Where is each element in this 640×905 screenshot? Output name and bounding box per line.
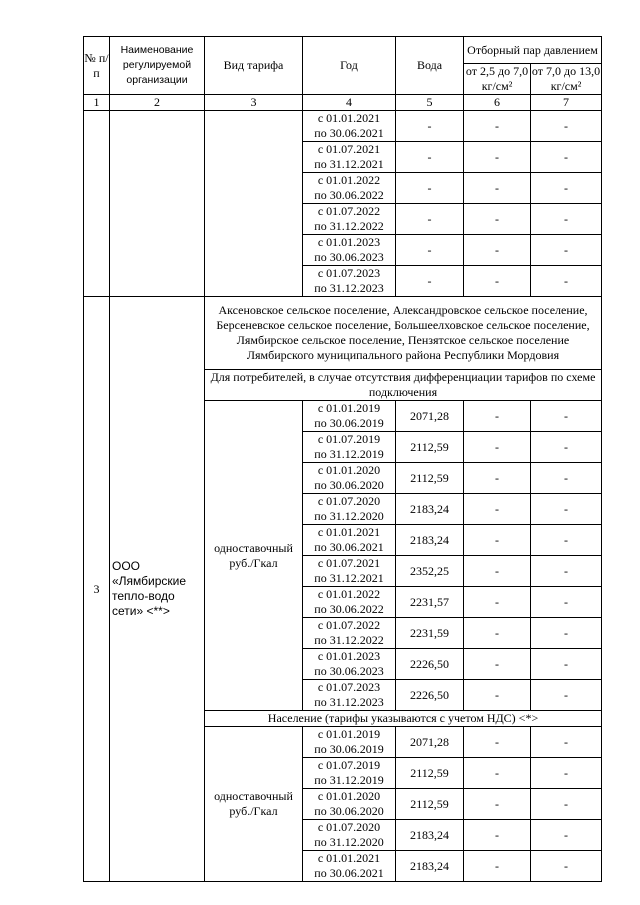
steam-high-value: -: [531, 556, 602, 587]
tariff-type: одноставочный руб./Гкал: [205, 727, 303, 882]
period-end: по 31.12.2023: [314, 695, 384, 709]
column-number: 7: [531, 95, 602, 111]
period-start: с 01.07.2020: [317, 494, 381, 508]
period-end: по 31.12.2021: [314, 571, 384, 585]
period-start: с 01.01.2021: [317, 851, 381, 865]
group1-title: Для потребителей, в случае отсутствия дифференциации тарифов по схеме подключения: [205, 370, 602, 401]
header-number: № п/п: [84, 37, 110, 95]
water-value: 2112,59: [396, 463, 464, 494]
water-value: 2112,59: [396, 789, 464, 820]
period-cell: [303, 111, 396, 142]
water-value: 2231,59: [396, 618, 464, 649]
water-value: -: [396, 142, 464, 173]
table-row: [84, 111, 602, 142]
steam-high-value: -: [531, 820, 602, 851]
period-end: по 30.06.2019: [314, 416, 384, 430]
tariff-table: [83, 36, 602, 882]
steam-low-value: -: [464, 235, 531, 266]
steam-low-value: -: [464, 820, 531, 851]
steam-low-value: -: [464, 463, 531, 494]
water-value: 2112,59: [396, 432, 464, 463]
period-cell: [303, 401, 396, 432]
steam-high-value: -: [531, 432, 602, 463]
previous-section: [84, 111, 602, 297]
period-start: с 01.07.2019: [317, 432, 381, 446]
period-end: по 31.12.2020: [314, 835, 384, 849]
header-steam-low: от 2,5 до 7,0 кг/см²: [464, 64, 531, 95]
steam-high-value: -: [531, 758, 602, 789]
org-number: 3: [84, 297, 110, 882]
steam-high-value: -: [531, 142, 602, 173]
period-start: с 01.01.2023: [317, 649, 381, 663]
steam-high-value: -: [531, 649, 602, 680]
period-cell: [303, 820, 396, 851]
steam-high-value: -: [531, 173, 602, 204]
header-organization: Наименование регулируемой организации: [110, 37, 205, 95]
water-value: -: [396, 235, 464, 266]
period-end: по 30.06.2023: [314, 664, 384, 678]
header-steam-high: от 7,0 до 13,0 кг/см²: [531, 64, 601, 93]
period-end: по 30.06.2020: [314, 478, 384, 492]
steam-low-value: -: [464, 111, 531, 142]
period-start: с 01.07.2022: [317, 204, 381, 218]
steam-low-value: -: [464, 494, 531, 525]
period-start: с 01.01.2022: [317, 173, 381, 187]
period-cell: [303, 432, 396, 463]
period-end: по 30.06.2019: [314, 742, 384, 756]
period-cell: [303, 525, 396, 556]
steam-low-value: -: [464, 142, 531, 173]
steam-high-value: -: [531, 525, 602, 556]
tariff-type: одноставочный руб./Гкал: [205, 401, 303, 711]
period-start: с 01.07.2020: [317, 820, 381, 834]
water-value: 2352,25: [396, 556, 464, 587]
column-number: 4: [303, 95, 396, 111]
period-cell: [303, 266, 396, 297]
column-number: 5: [396, 95, 464, 111]
water-value: 2226,50: [396, 649, 464, 680]
period-start: с 01.07.2023: [317, 680, 381, 694]
period-end: по 31.12.2022: [314, 633, 384, 647]
column-number: 1: [84, 95, 110, 111]
prev-tariff-cell: [205, 111, 303, 297]
prev-number-cell: [84, 111, 110, 297]
group2-title: Население (тарифы указываются с учетом НДС) <*>: [205, 711, 602, 727]
period-start: с 01.01.2022: [317, 587, 381, 601]
period-cell: [303, 556, 396, 587]
period-cell: [303, 204, 396, 235]
period-end: по 31.12.2022: [314, 219, 384, 233]
steam-high-value: -: [531, 266, 602, 297]
period-cell: [303, 173, 396, 204]
header-water: Вода: [396, 37, 464, 95]
water-value: 2231,57: [396, 587, 464, 618]
period-start: с 01.07.2019: [317, 758, 381, 772]
period-start: с 01.07.2023: [317, 266, 381, 280]
period-start: с 01.07.2022: [317, 618, 381, 632]
region-description: Аксеновское сельское поселение, Александровское сельское поселение, Берсеневское сельское поселение, Большеелховское сельское поселение, Лямбирское сельское поселение, Пензятское сельское поселение Лямбирского муниципального района Республики Мордовия: [205, 297, 602, 370]
period-cell: [303, 680, 396, 711]
period-cell: [303, 494, 396, 525]
steam-low-value: -: [464, 618, 531, 649]
steam-high-value: -: [531, 111, 602, 142]
steam-low-value: -: [464, 727, 531, 758]
period-start: с 01.01.2023: [317, 235, 381, 249]
steam-high-value: -: [531, 587, 602, 618]
period-start: с 01.01.2020: [317, 789, 381, 803]
column-number-row: [84, 95, 602, 111]
period-end: по 30.06.2022: [314, 188, 384, 202]
period-cell: [303, 463, 396, 494]
steam-high-value: -: [531, 463, 602, 494]
period-cell: [303, 727, 396, 758]
prev-org-cell: [110, 111, 205, 297]
header-tariff-type: Вид тарифа: [205, 37, 303, 95]
period-start: с 01.01.2021: [317, 111, 381, 125]
water-value: -: [396, 204, 464, 235]
steam-low-value: -: [464, 266, 531, 297]
water-value: 2183,24: [396, 525, 464, 556]
period-cell: [303, 235, 396, 266]
steam-high-value: -: [531, 401, 602, 432]
period-cell: [303, 789, 396, 820]
steam-high-value: -: [531, 727, 602, 758]
water-value: 2226,50: [396, 680, 464, 711]
steam-low-value: -: [464, 649, 531, 680]
steam-low-value: -: [464, 587, 531, 618]
period-cell: [303, 758, 396, 789]
steam-high-value: -: [531, 235, 602, 266]
period-cell: [303, 851, 396, 882]
water-value: -: [396, 173, 464, 204]
period-end: по 31.12.2021: [314, 157, 384, 171]
steam-low-value: -: [464, 401, 531, 432]
period-end: по 30.06.2021: [314, 866, 384, 880]
period-end: по 30.06.2023: [314, 250, 384, 264]
water-value: 2071,28: [396, 401, 464, 432]
steam-low-value: -: [464, 758, 531, 789]
steam-low-value: -: [464, 851, 531, 882]
header-year: Год: [303, 37, 396, 95]
org-name: ООО «Лямбирские тепло-водо сети» <**>: [110, 297, 205, 882]
period-start: с 01.07.2021: [317, 142, 381, 156]
steam-high-value: -: [531, 494, 602, 525]
period-end: по 30.06.2020: [314, 804, 384, 818]
organization-section: [84, 297, 602, 882]
column-number: 6: [464, 95, 531, 111]
steam-low-value: -: [464, 789, 531, 820]
period-end: по 30.06.2021: [314, 540, 384, 554]
water-value: 2071,28: [396, 727, 464, 758]
period-end: по 31.12.2023: [314, 281, 384, 295]
period-start: с 01.01.2021: [317, 525, 381, 539]
water-value: 2183,24: [396, 820, 464, 851]
period-start: с 01.07.2021: [317, 556, 381, 570]
period-cell: [303, 649, 396, 680]
column-number: 2: [110, 95, 205, 111]
steam-high-value: -: [531, 789, 602, 820]
period-end: по 31.12.2020: [314, 509, 384, 523]
period-cell: [303, 618, 396, 649]
water-value: -: [396, 111, 464, 142]
steam-low-value: -: [464, 680, 531, 711]
header-steam-group: Отборный пар давлением: [464, 37, 602, 64]
period-end: по 30.06.2022: [314, 602, 384, 616]
period-end: по 31.12.2019: [314, 447, 384, 461]
steam-low-value: -: [464, 173, 531, 204]
steam-high-value: -: [531, 680, 602, 711]
period-start: с 01.01.2019: [317, 401, 381, 415]
water-value: 2112,59: [396, 758, 464, 789]
water-value: 2183,24: [396, 494, 464, 525]
period-end: по 31.12.2019: [314, 773, 384, 787]
period-end: по 30.06.2021: [314, 126, 384, 140]
water-value: 2183,24: [396, 851, 464, 882]
steam-high-value: -: [531, 204, 602, 235]
steam-low-value: -: [464, 204, 531, 235]
steam-high-value: -: [531, 618, 602, 649]
steam-low-value: -: [464, 556, 531, 587]
period-cell: [303, 587, 396, 618]
steam-low-value: -: [464, 432, 531, 463]
period-start: с 01.01.2019: [317, 727, 381, 741]
period-cell: [303, 142, 396, 173]
period-start: с 01.01.2020: [317, 463, 381, 477]
column-number: 3: [205, 95, 303, 111]
steam-low-value: -: [464, 525, 531, 556]
steam-high-value: -: [531, 851, 602, 882]
water-value: -: [396, 266, 464, 297]
